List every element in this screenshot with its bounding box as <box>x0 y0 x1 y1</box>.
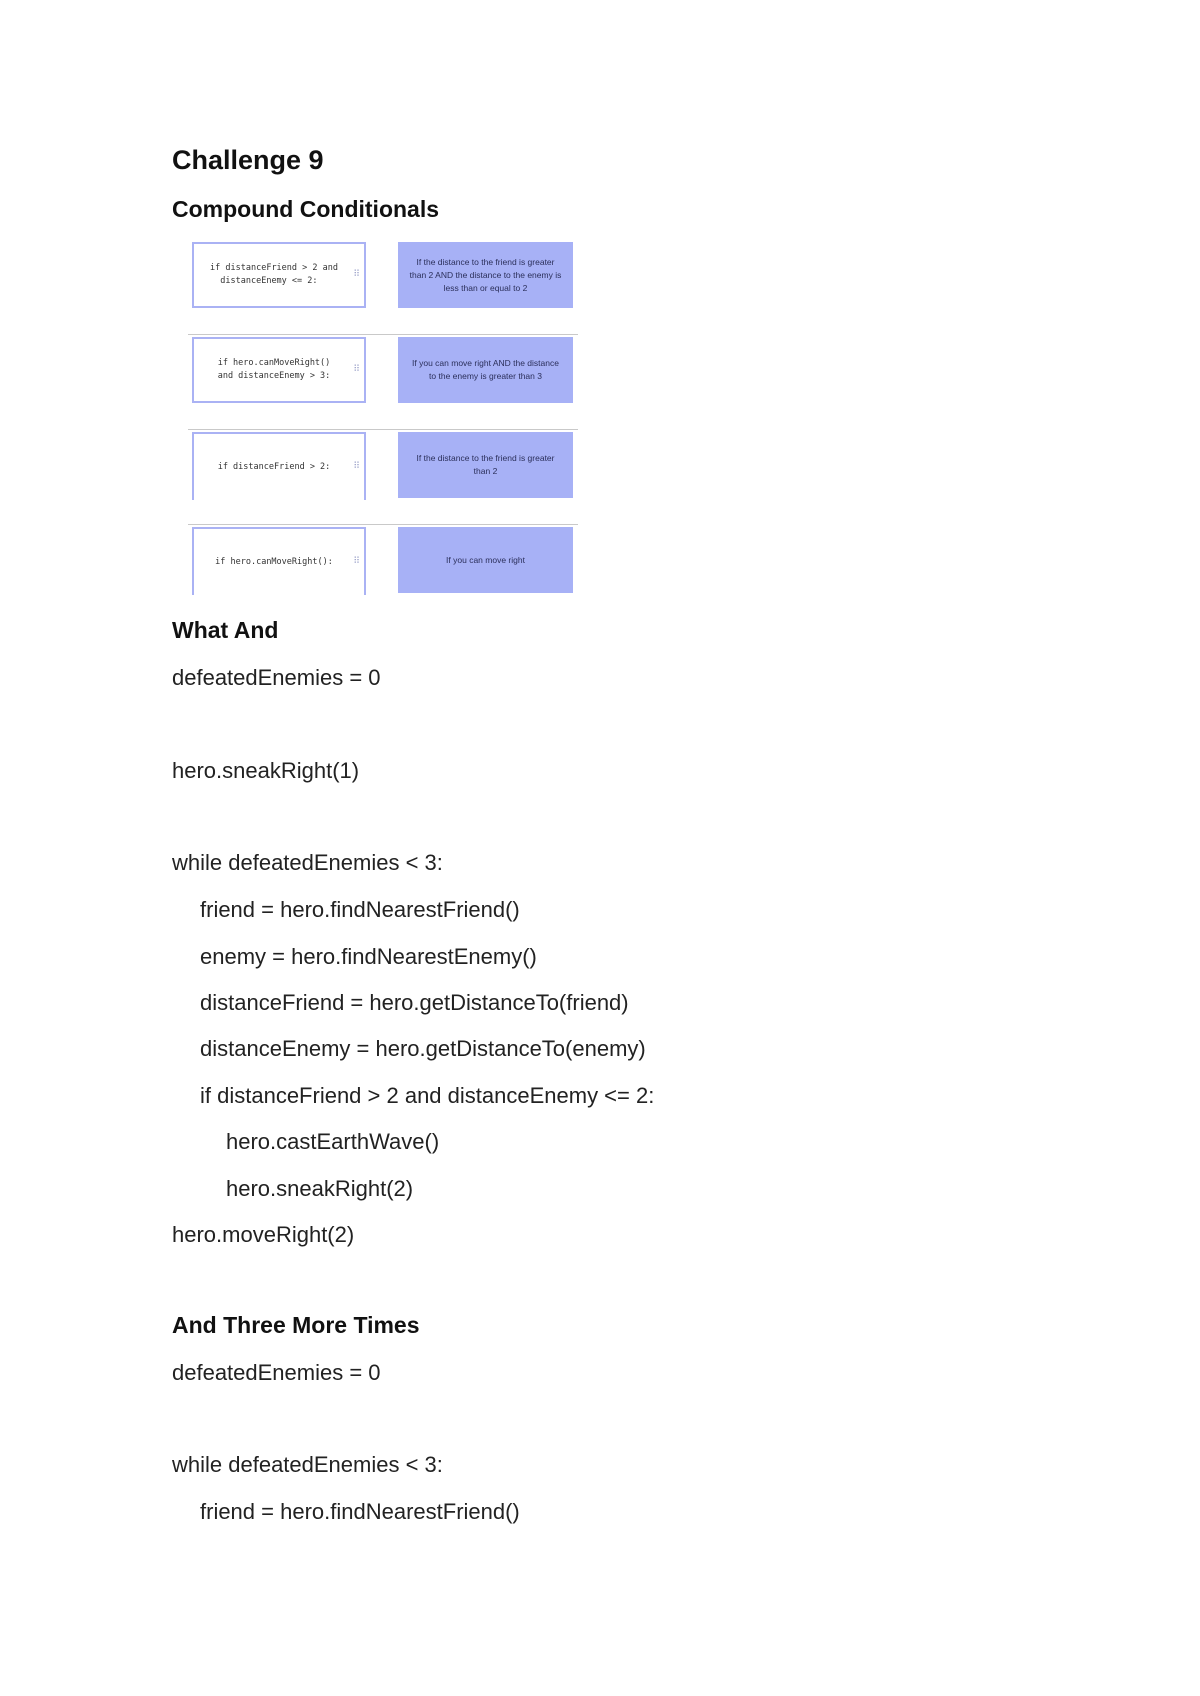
page-subtitle: Compound Conditionals <box>172 196 440 222</box>
code-line: if distanceFriend > 2 and distanceEnemy <= 2: <box>200 1083 655 1108</box>
matching-pair <box>188 525 578 620</box>
section-heading-what-and: What And <box>172 617 279 643</box>
code-line: distanceEnemy = hero.getDistanceTo(enemy) <box>200 1036 646 1061</box>
code-card <box>192 337 366 403</box>
code-line: defeatedEnemies = 0 <box>172 1360 381 1385</box>
code-line: friend = hero.findNearestFriend() <box>200 897 520 922</box>
code-line: friend = hero.findNearestFriend() <box>200 1499 520 1524</box>
code-card <box>192 432 366 500</box>
drag-handle-icon: ⠿ <box>353 556 360 567</box>
description-card: If the distance to the friend is greater than 2 <box>398 432 573 498</box>
section-heading-three-more-times: And Three More Times <box>172 1312 420 1338</box>
code-line: distanceFriend = hero.getDistanceTo(friend) <box>200 990 629 1015</box>
description-card: If you can move right AND the distance to the enemy is greater than 3 <box>398 337 573 403</box>
matching-pair <box>188 240 578 335</box>
matching-pair <box>188 430 578 525</box>
code-card-text: if distanceFriend > 2 and distanceEnemy <= 2: <box>210 263 338 286</box>
code-card-text: if hero.canMoveRight() and distanceEnemy > 3: <box>217 358 331 381</box>
code-card-text: if distanceFriend > 2: <box>217 461 331 472</box>
code-line: hero.castEarthWave() <box>226 1129 440 1154</box>
code-card <box>192 527 366 595</box>
matching-pair <box>188 335 578 430</box>
drag-handle-icon: ⠿ <box>353 461 360 472</box>
code-line: hero.sneakRight(1) <box>172 758 360 783</box>
code-card-text: if hero.canMoveRight(): <box>215 556 333 567</box>
code-card <box>192 242 366 308</box>
matching-exercise-image <box>188 240 578 598</box>
code-line: while defeatedEnemies < 3: <box>172 1452 443 1477</box>
page-title: Challenge 9 <box>172 145 324 175</box>
drag-handle-icon: ⠿ <box>353 269 360 280</box>
description-card: If you can move right <box>398 527 573 593</box>
description-card: If the distance to the friend is greater than 2 AND the distance to the enemy is less than or equal to 2 <box>398 242 573 308</box>
drag-handle-icon: ⠿ <box>353 364 360 375</box>
code-line: hero.sneakRight(2) <box>226 1176 414 1201</box>
code-line: hero.moveRight(2) <box>172 1222 355 1247</box>
code-line: enemy = hero.findNearestEnemy() <box>200 944 537 969</box>
code-line: while defeatedEnemies < 3: <box>172 850 443 875</box>
code-line: defeatedEnemies = 0 <box>172 665 381 690</box>
